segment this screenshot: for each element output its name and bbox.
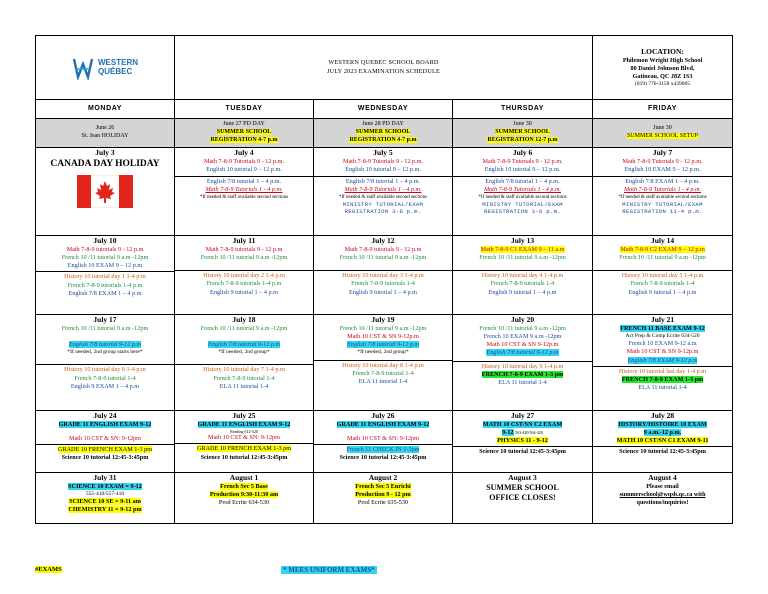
event-text: FRENCH 7-8-9 EXAM 1-3 pm [621, 375, 704, 383]
cell-date: July 31 [93, 473, 117, 482]
event-text: ELA 11 tutorial 1-4 [219, 382, 269, 390]
event-text: questions/inquiries! [636, 499, 689, 507]
cell-july-11 [175, 236, 314, 315]
logo-cell [36, 36, 175, 100]
event-text: French 7-8-9 tutorial 1-4 [352, 369, 414, 377]
event-text: Math 10 CST & SN 9-12p.m [347, 332, 419, 340]
cell-date: June 30 [513, 121, 532, 128]
note-text: *If needed, 2nd group* [218, 349, 270, 356]
event-text: History 10 tutorial day 8 1-4 p.m [342, 361, 424, 369]
event-text: English 10 EXAM 9 – 12 p.m [67, 262, 143, 270]
cell-august-4 [593, 473, 733, 524]
event-text: Math 7-8-9 Tutorials 1 - 4 p.m. [344, 186, 422, 194]
cell-july-20 [453, 315, 593, 411]
cell-july-6 [453, 148, 593, 236]
event-text: French 7-8-9 tutorials 1-4 p.m [67, 281, 143, 289]
cell-june-27 [175, 119, 314, 148]
event-text: PHYSICS 11 - 9-12 [497, 437, 548, 445]
cell-july-28 [593, 411, 733, 473]
day-header-tuesday: TUESDAY [175, 100, 314, 119]
event-text: Math 7-8-9 tutorials 9 - 12 p.m [344, 245, 422, 253]
event-text: English 7/8 EXAM 9-12 p.m [627, 356, 698, 364]
note-text: *If needed & staff available second sections [478, 194, 567, 200]
cell-july-7 [593, 148, 733, 236]
cell-date: June 26 [95, 125, 115, 132]
event-text: Science 10 tutorial 12:45-3:45pm [593, 446, 732, 456]
event-text: MINISTRY TUTORIAL/EXAM [342, 201, 424, 209]
holiday-text: St. Jean HOLIDAY [81, 133, 129, 139]
event-text: 9 a.m.-12 p.m. [643, 428, 682, 436]
event-text: English 9 tutorial 1 – 4 p.m [488, 288, 557, 296]
event-text: Science 10 tutorial 12:45-3:45pm [61, 454, 149, 462]
event-text: SUMMER SCHOOL [495, 129, 550, 136]
event-text: REGISTRATION 11-4 p.m. [622, 208, 703, 216]
holiday-text: CANADA DAY HOLIDAY [50, 158, 160, 169]
cell-date: July 13 [510, 236, 535, 245]
event-text: SCIENCE 10 EXAM = 9-12 [68, 482, 142, 490]
canada-flag-icon [77, 175, 133, 208]
cell-july-13 [453, 236, 593, 315]
day-header-thursday: THURSDAY [453, 100, 593, 119]
legend-exams-text: #EXAMS [35, 566, 62, 573]
event-text: English 7/8 tutorial 1 – 4 p.m. [485, 178, 560, 186]
cell-august-3 [453, 473, 593, 524]
cell-june-30 [453, 119, 593, 148]
event-text: Math 10 CST & SN: 9-12pm [347, 434, 419, 442]
event-text: SUMMER SCHOOL [216, 129, 272, 136]
event-text: English 9 EXAM 1 – 4 p.m [70, 382, 140, 390]
cell-june-28 [314, 119, 453, 148]
note-text: 555-410/557-410 [85, 490, 125, 497]
cell-date: July 21 [650, 315, 675, 324]
page-title: WESTERN QUEBEC SCHOOL BOARD [328, 59, 439, 67]
note-text: *If needed, 2nd group* [357, 349, 409, 356]
wqsb-logo-icon [72, 56, 94, 80]
event-text: REGISTRATION 3-6 p.m. [344, 208, 422, 216]
event-text: English 7/8 tutorial 9-12 p.m [68, 340, 142, 348]
cell-date: July 4 [234, 148, 254, 157]
event-text: REGISTRATION 3-6 p.m. [484, 208, 561, 216]
location-label: LOCATION: [641, 46, 684, 56]
board-logo [36, 56, 174, 80]
event-text: English 7/8 tutorial 9-12 p.m [486, 349, 559, 357]
cell-date: July 3 [95, 148, 115, 157]
event-text: History 10 tutorial day 5 1-4 p.m [621, 272, 704, 280]
cell-date: July 14 [650, 236, 675, 245]
note-text: *If needed & staff available second sections [338, 194, 428, 200]
event-text: Math 7-8-9 Tutorials 1 - 4 p.m. [484, 186, 562, 194]
cell-date: July 7 [652, 148, 673, 157]
event-text: History 10 tutorial day 7 1-4 p.m [203, 366, 285, 374]
event-text: History 10 tutorial day 9 1-4 p.m [481, 362, 564, 370]
cell-date: July 24 [93, 411, 117, 420]
day-header-wednesday: WEDNESDAY [314, 100, 453, 119]
event-text: French 7-8-9 tutorial 1-4 [213, 374, 275, 382]
note-text: *If needed, 2nd group starts here* [67, 349, 143, 356]
event-text: French 7-8-9 tutorials 1-4 [351, 280, 415, 288]
event-text: Math 7-8-9 tutorials 9 - 12 p.m [205, 245, 283, 253]
event-text: French 10 /11 tutorial 9 a.m -12pm [339, 253, 427, 261]
note-text: 563-420/564-420 [515, 429, 543, 435]
event-text: ELA 11 tutorial 1-4 [638, 384, 687, 392]
legend-mees: * MEES UNIFORM EXAMS* [283, 566, 375, 574]
cell-date: July 17 [93, 315, 117, 324]
event-text: French 10 /11 tutorial 9 a.m -12pm [619, 253, 706, 261]
event-text: French 10 /11 tutorial 9 a.m -12pm [200, 324, 288, 332]
cell-july-3 [36, 148, 175, 236]
cell-date: July 28 [650, 411, 675, 420]
event-text: SUMMER SCHOOL [486, 482, 559, 492]
event-text: French Sec 5 Base [220, 482, 268, 490]
event-text: REGISTRATION 4-7 p.m [349, 136, 417, 143]
event-text: CHEMISTRY 11 = 9-12 pm [68, 506, 142, 514]
cell-july-18 [175, 315, 314, 411]
note-text: *If needed & staff available second sections [618, 194, 707, 200]
cell-july-25 [175, 411, 314, 473]
event-text: SCIENCE 10 SE = 9-11 am [69, 498, 141, 506]
event-text: French 11 CHECK IN 1-3pm [346, 446, 420, 454]
cell-date: August 3 [508, 473, 537, 482]
event-text: Act Prep & Comp Ecrite 634-520 [625, 332, 700, 339]
event-text: French 10 /11 tutorial 9 a.m -12pm [200, 253, 288, 261]
event-text: Math 7-8-9 tutorials 9 - 12 p.m [66, 245, 144, 253]
event-text: OFFICE CLOSES! [489, 493, 556, 503]
cell-date: July 27 [510, 411, 535, 420]
event-text: MATH 10 CST/SN C2 EXAM [482, 420, 563, 428]
event-text: GRADE 11 ENGLISH EXAM 9-12 [58, 420, 152, 428]
cell-date: June 27 PD DAY [223, 121, 265, 128]
cell-date: August 1 [229, 473, 259, 482]
title-cell [175, 36, 593, 100]
cell-june-26 [36, 119, 175, 148]
event-text: SUMMER SCHOOL [355, 129, 411, 136]
event-text: English 7/8 tutorial 1 – 4 p.m. [206, 178, 282, 186]
cell-july-31 [36, 473, 175, 524]
event-text: Math 7-8-9 Tutorials 9 - 12 p.m. [482, 157, 563, 165]
cell-date: July 5 [373, 148, 393, 157]
cell-date: August 4 [648, 473, 677, 482]
event-text: English 7/8 EXAM 1 – 4 p.m [68, 289, 142, 297]
cell-july-24 [36, 411, 175, 473]
cell-june-30-setup [593, 119, 733, 148]
event-text: Science 10 tutorial 12:45-3:45pm [200, 453, 288, 461]
cell-august-2 [314, 473, 453, 524]
event-text: GRADE 10 FRENCH EXAM 1-3 pm [196, 445, 292, 453]
event-text: French 7-8-9 tutorials 1-4 [490, 280, 555, 288]
event-text: Math 7-8-9 C1 EXAM 9 – 11 a.m [480, 245, 565, 253]
event-text: French 7-8-9 tutorials 1-4 [630, 280, 695, 288]
event-text: History 10 tutorial day 6 1-4 p.m [64, 366, 146, 374]
location-phone: (819) 776-3158 x439005 [635, 81, 691, 88]
event-text: GRADE 10 FRENCH EXAM 1-3 pm [57, 446, 153, 454]
cell-july-21 [593, 315, 733, 411]
day-header-monday: MONDAY [36, 100, 175, 119]
event-text: Math 7-8-9 Tutorials 9 - 12 p.m. [342, 157, 424, 165]
event-text: Math 10 CST & SN: 9-12pm [69, 434, 141, 442]
cell-date: July 26 [371, 411, 395, 420]
location-city: Gatineau, QC J8Z 1S3 [632, 72, 693, 80]
cell-july-10 [36, 236, 175, 315]
event-text: English 9 tutorial 1 – 4 p.m [628, 288, 697, 296]
cell-date: July 19 [371, 315, 395, 324]
cell-july-14 [593, 236, 733, 315]
note-text: *If needed & staff available second sections [199, 194, 289, 200]
cell-july-4 [175, 148, 314, 236]
event-text: FRENCH 11 BASE EXAM 9-12 [620, 324, 705, 332]
event-text: Prod Ecrite 635-530 [357, 499, 409, 507]
event-text: English 10 tutorial 9 – 12 p.m. [484, 165, 561, 173]
cell-date: July 12 [371, 236, 395, 245]
event-text: MINISTRY TUTORIAL/EXAM [622, 201, 703, 209]
event-text: French 10 EXAM 9 a.m -12pm [483, 332, 562, 340]
cell-date: August 2 [368, 473, 398, 482]
event-text: ELA 11 tutorial 1-4 [498, 378, 547, 386]
logo-line2: QUÉBEC [98, 66, 133, 76]
event-text: English 7/8 tutorial 9-12 p.m [346, 341, 420, 349]
event-text: History 10 tutorial day 1 1-4 p.m [64, 273, 146, 281]
event-text: MATH 10 CST/SN C1 EXAM 9-11 [616, 437, 709, 445]
cell-july-17 [36, 315, 175, 411]
cell-date: July 20 [510, 315, 535, 324]
event-text: FRENCH 7-8-9 EXAM 1-3 pm [481, 370, 564, 378]
cell-july-26 [314, 411, 453, 473]
event-text: French 10 /11 tutorial 9 a.m -12pm [61, 253, 149, 261]
event-text: French 10 /11 tutorial 9 a.m -12pm [339, 324, 427, 332]
location-cell [593, 36, 733, 100]
cell-date: July 18 [232, 315, 256, 324]
location-school: Philemon Wright High School [622, 56, 703, 64]
event-text: Math 10 CST & SN: 9-12pm [208, 434, 280, 442]
contact-email: summerschool@wqsb.qc.ca with [619, 490, 706, 498]
event-text: English 9 tutorial 1 – 4 p.m [210, 288, 278, 296]
event-text: French 10 EXAM 9-12 a.m [628, 340, 697, 348]
cell-date: July 6 [512, 148, 533, 157]
event-text: Production 9:30-11:30 am [209, 490, 279, 498]
event-text: History 10 tutorial day 2 1-4 p.m [203, 272, 285, 280]
event-text: Please email [646, 482, 679, 490]
event-text: Math 7-8-9 Tutorials 9 - 12 p.m. [622, 157, 703, 165]
page-subtitle: JULY 2023 EXAMINATION SCHEDULE [327, 67, 440, 75]
event-text: GRADE 11 ENGLISH EXAM 9-12 [336, 420, 430, 428]
event-text: English 7/8 tutorial 1 – 4 p.m. [345, 178, 421, 186]
event-text: History 10 tutorial day 4 1-4 p.m [481, 272, 564, 280]
event-text: History 10 tutorial day 3 1-4 p.m [342, 272, 424, 280]
event-text: English 7/8 EXAM 1 – 4 p.m. [625, 178, 700, 186]
event-text: French Sec 5 Enrichi [355, 482, 411, 490]
event-text: English 10 EXAM 9 – 12 p.m. [624, 165, 701, 173]
event-text: English 10 tutorial 9 – 12 p.m. [345, 165, 421, 173]
event-text: English 9 tutorial 1 – 4 p.m [349, 288, 417, 296]
event-text: Prod Ecrite 634-530 [218, 499, 270, 507]
cell-july-19 [314, 315, 453, 411]
event-text: HISTORY/HISTOIRE 10 EXAM [618, 420, 707, 428]
cell-date: July 25 [232, 411, 256, 420]
event-text: Science 10 tutorial 12:45-3:45pm [339, 454, 427, 462]
event-text: French 7-8-9 tutorials 1-4 p.m [206, 280, 282, 288]
cell-date: June 30 [653, 125, 672, 132]
event-text: Math 10 CST & SN 9-12p.m [486, 341, 559, 349]
cell-july-5 [314, 148, 453, 236]
event-text: History 10 tutorial last day 1-4 p.m [618, 367, 707, 375]
cell-date: July 10 [93, 236, 117, 245]
event-text: ELA 11 tutorial 1-4 [358, 377, 408, 385]
event-text: MINISTRY TUTORIAL/EXAM [482, 201, 563, 209]
cell-date: July 11 [232, 236, 256, 245]
cell-date: June 28 PD DAY [362, 121, 404, 128]
cell-july-12 [314, 236, 453, 315]
legend-exams [35, 566, 62, 573]
event-text: Math 7-8-9 Tutorials 1 - 4 p.m. [205, 186, 283, 194]
exam-schedule-table [35, 35, 733, 524]
event-text: REGISTRATION 12-7 p.m [487, 136, 558, 143]
event-text: French 10 /11 tutorial 9 a.m -12pm [479, 253, 566, 261]
day-header-friday: FRIDAY [593, 100, 733, 119]
location-street: 80 Daniel Johnson Blvd, [630, 64, 695, 72]
event-text: REGISTRATION 4-7 p.m [210, 136, 278, 143]
event-text: French 10 /11 tutorial 9 a.m -12pm [479, 324, 566, 332]
event-text: Math 7-8-9 C2 EXAM 9 – 12 p.m [620, 245, 705, 253]
event-text: SUMMER SCHOOL SETUP [626, 133, 699, 139]
event-text: Math 7-8-9 Tutorials 1 - 4 p.m. [624, 186, 702, 194]
note-text: Reading 612-520 [230, 428, 258, 434]
event-text: English 10 tutorial 9 – 12 p.m. [206, 165, 282, 173]
event-text: Math 10 CST & SN 9-12p.m [626, 348, 699, 356]
event-text: French 10 /11 tutorial 9 a.m -12pm [61, 324, 149, 332]
logo-line1: WESTERN [98, 57, 138, 67]
event-text: English 7/8 tutorial 9-12 p.m [207, 340, 281, 348]
event-text: GRADE 11 ENGLISH EXAM 9-12 [197, 420, 291, 428]
event-text: French 7-8-9 tutorial 1-4 [74, 374, 136, 382]
cell-august-1 [175, 473, 314, 524]
event-text: Science 10 tutorial 12:45-3:45pm [453, 446, 592, 456]
event-text: Math 7-8-9 Tutorials 9 - 12 p.m. [203, 157, 285, 165]
cell-july-27 [453, 411, 593, 473]
event-text: 9-12 [502, 428, 514, 436]
event-text: Production 9 - 12 pm [355, 490, 411, 498]
